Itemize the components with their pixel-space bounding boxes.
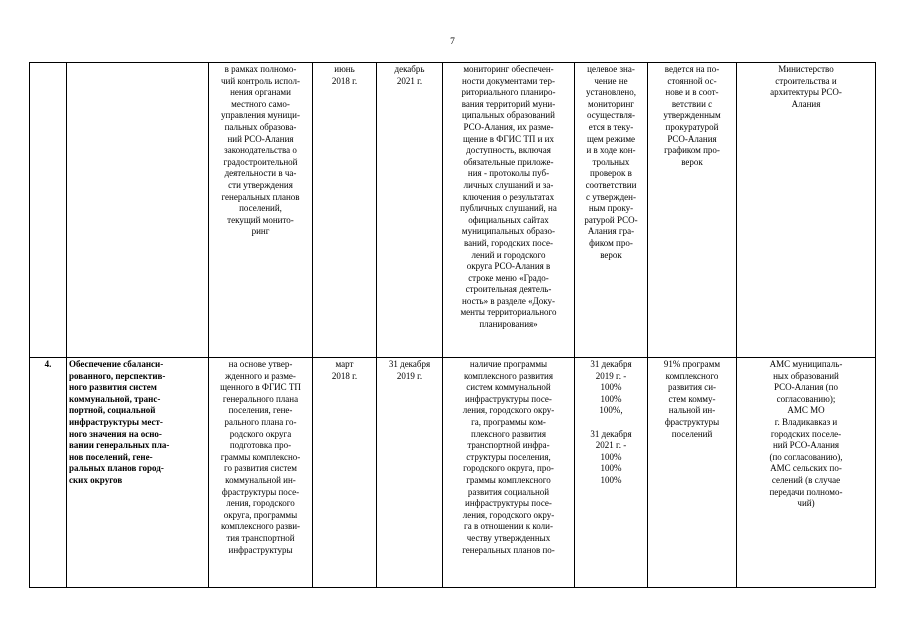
cell-line: текущий монито- xyxy=(227,214,294,225)
cell-line: инфраструктуры мест- xyxy=(69,416,163,427)
cell-line: на основе утвер- xyxy=(228,359,293,369)
cell-line: целевое зна- xyxy=(587,64,635,74)
cell-line: городских поселе- xyxy=(770,428,842,439)
cell-line: согласованию); xyxy=(776,393,836,404)
cell-line: щение в ФГИС ТП и их xyxy=(463,133,554,144)
cell-line: поселений xyxy=(671,428,713,439)
cell-line: комплексного xyxy=(665,370,719,381)
cell-line: 2021 г. - xyxy=(595,440,627,451)
cell-line: 100% xyxy=(600,393,622,404)
cell-task xyxy=(67,358,209,588)
cell-line: РСО-Алания xyxy=(667,133,717,144)
cell-line: ний РСО-Алания xyxy=(227,133,294,144)
cell-line: 2018 г. xyxy=(331,75,358,86)
cell-line: плексного развития xyxy=(471,428,546,439)
cell-line: портной, социальной xyxy=(69,405,156,416)
cell-line: коммунальной, транс- xyxy=(69,393,161,404)
cell-line: нения органами xyxy=(230,87,291,98)
cell-line: г. Владикавказ и xyxy=(774,416,838,427)
cell-line: вания территорий муни- xyxy=(461,98,556,109)
cell-line: осуществля- xyxy=(587,110,635,121)
cell-line: генеральных планов по- xyxy=(462,544,555,555)
cell-line: инфраструктуры xyxy=(228,544,293,555)
cell-line: сти утверждения xyxy=(228,179,293,190)
cell-line: проверок в xyxy=(590,168,632,179)
cell-line: генеральных планов xyxy=(221,191,300,202)
cell-line: селений (в случае xyxy=(771,474,841,485)
cell-line: честву утвержденных xyxy=(466,532,551,543)
cell-line: чение не xyxy=(594,75,628,86)
cell-line: 100%, xyxy=(599,405,623,416)
cell-line: РСО-Алания (по xyxy=(774,382,838,393)
cell-line: 100% xyxy=(600,463,622,474)
cell-line: ного развития систем xyxy=(69,382,157,393)
cell-end-date xyxy=(377,358,443,588)
cell-line: тия транспортной xyxy=(226,532,295,543)
cell-line: риториального планиро- xyxy=(461,87,556,98)
cell-line: мониторинг обеспечен- xyxy=(463,64,554,74)
cell-line: соответствии xyxy=(585,179,637,190)
cell-line: ется в теку- xyxy=(588,121,634,132)
cell-result xyxy=(443,358,575,588)
cell-line: (по согласованию), xyxy=(769,451,843,462)
cell-line: городского округа, про- xyxy=(463,463,554,474)
cell-line: ных образований xyxy=(773,370,839,381)
cell-line: ний РСО-Алания xyxy=(772,440,840,451)
cell-line: передачи полномо- xyxy=(769,486,843,497)
cell-line: родского округа xyxy=(229,428,292,439)
cell-line: стем комму- xyxy=(668,393,716,404)
cell-line: лений и городского xyxy=(471,249,546,260)
cell-line: муниципальных образо- xyxy=(461,226,556,237)
cell-line: трольных xyxy=(592,156,630,167)
table-row xyxy=(30,63,876,358)
cell-line: мониторинг xyxy=(588,98,634,109)
cell-line: га в отношении к коли- xyxy=(464,521,553,532)
cell-line: коммунальной ин- xyxy=(225,474,296,485)
cell-line: стоянной ос- xyxy=(667,75,717,86)
cell-line: фраструктуры посе- xyxy=(221,486,300,497)
cell-number xyxy=(30,63,67,358)
cell-line: ления, городского окру- xyxy=(462,509,555,520)
cell-line: пальных образова- xyxy=(224,121,297,132)
cell-line: 2019 г. xyxy=(396,370,423,381)
cell-line: ния - протоколы пуб- xyxy=(467,168,550,179)
cell-line: 100% xyxy=(600,451,622,462)
cell-line: июнь xyxy=(334,64,355,74)
cell-line: ности документами тер- xyxy=(462,75,555,86)
table-row xyxy=(30,358,876,588)
cell-line: местного само- xyxy=(231,98,290,109)
cell-line: нальной ин- xyxy=(668,405,716,416)
cell-line: фиком про- xyxy=(589,237,633,248)
cell-line: публичных слушаний, на xyxy=(460,203,557,214)
cell-line: округа РСО-Алания в xyxy=(466,261,551,272)
cell-line: менты территориального xyxy=(460,307,557,318)
cell-line: ратурой РСО- xyxy=(584,214,638,225)
cell-line: 2019 г. - xyxy=(595,370,627,381)
cell-line: наличие программы xyxy=(469,359,548,369)
cell-line: обязательные приложе- xyxy=(463,156,554,167)
cell-end-date xyxy=(377,63,443,358)
cell-line: планирования» xyxy=(479,319,538,330)
cell-target xyxy=(575,358,648,588)
cell-number xyxy=(30,358,67,588)
cell-line: щем режиме xyxy=(586,133,636,144)
cell-line: щенного в ФГИС ТП xyxy=(220,382,301,393)
cell-responsible xyxy=(737,63,876,358)
cell-line: систем коммунальной xyxy=(466,382,551,393)
cell-line: генерального плана xyxy=(222,393,299,404)
cell-line: Алания гра- xyxy=(587,226,635,237)
cell-line: законодательства о xyxy=(224,145,297,156)
cell-line: го развития систем xyxy=(224,463,297,474)
cell-line: чий) xyxy=(797,498,815,509)
cell-action xyxy=(209,358,313,588)
cell-line: га, программы ком- xyxy=(471,416,546,427)
cell-task xyxy=(67,63,209,358)
cell-line: прокуратурой xyxy=(665,121,719,132)
cell-line: градостроительной xyxy=(223,156,298,167)
cell-line: округа, программы xyxy=(223,509,298,520)
cell-line: чий контроль испол- xyxy=(221,75,300,86)
cell-line: рованного, перспектив- xyxy=(69,370,166,381)
cell-line: АМС сельских по- xyxy=(770,463,842,474)
cell-line: доступность, включая xyxy=(466,145,551,156)
cell-line: жденного и разме- xyxy=(225,370,296,381)
cell-line: Алания xyxy=(791,98,821,109)
cell-line: 2021 г. xyxy=(396,75,423,86)
cell-result xyxy=(443,63,575,358)
cell-line: 31 декабря xyxy=(590,359,632,369)
cell-line: деятельности в ча- xyxy=(224,168,297,179)
cell-line: 2018 г. xyxy=(331,370,358,381)
cell-line: развития си- xyxy=(667,382,717,393)
cell-line: развития социальной xyxy=(467,486,550,497)
cell-line: ления, городского xyxy=(226,498,295,509)
cell-line: АМС муниципаль- xyxy=(769,359,843,369)
cell-line: комплексного развития xyxy=(464,370,553,381)
cell-line: верок xyxy=(681,156,703,167)
cell-target xyxy=(575,63,648,358)
cell-line: ным проку- xyxy=(588,203,634,214)
cell-line: с утвержден- xyxy=(586,191,636,202)
cell-line: поселения, гене- xyxy=(228,405,293,416)
cell-line: в рамках полномо- xyxy=(224,64,297,74)
cell-line: вании генеральных пла- xyxy=(69,440,170,451)
measures-table xyxy=(29,62,876,588)
cell-line: ления, городского окру- xyxy=(462,405,555,416)
cell-line: строительства и xyxy=(775,75,837,86)
cell-line: Обеспечение сбаланси- xyxy=(69,359,164,369)
cell-line: комплексного разви- xyxy=(220,521,301,532)
cell-line: структуры поселения, xyxy=(466,451,551,462)
cell-line: ного значения на осно- xyxy=(69,428,162,439)
cell-line: ваний, городских посе- xyxy=(464,237,553,248)
cell-line: поселений, xyxy=(239,203,282,214)
cell-line: АМС МО xyxy=(787,405,825,416)
cell-line: строке меню «Градо- xyxy=(468,272,549,283)
cell-start-date xyxy=(313,63,377,358)
cell-line: подготовка про- xyxy=(229,440,292,451)
cell-line: ность» в разделе «Доку- xyxy=(462,295,555,306)
cell-line: официальных сайтах xyxy=(468,214,549,225)
cell-line: ральных планов город- xyxy=(69,463,164,474)
cell-action xyxy=(209,63,313,358)
cell-progress xyxy=(648,63,737,358)
cell-line: март xyxy=(335,359,354,369)
cell-line: 91% программ xyxy=(663,359,721,369)
cell-line: фраструктуры xyxy=(664,416,720,427)
cell-line: инфраструктуры посе- xyxy=(465,498,552,509)
cell-line: рального плана го- xyxy=(224,416,297,427)
cell-line: ринг xyxy=(251,226,270,237)
cell-progress xyxy=(648,358,737,588)
cell-responsible xyxy=(737,358,876,588)
cell-line: инфраструктуры посе- xyxy=(465,393,552,404)
cell-line: Министерство xyxy=(778,64,834,74)
cell-line: управления муници- xyxy=(221,110,300,121)
cell-line: утвержденным xyxy=(663,110,721,121)
cell-line: 100% xyxy=(600,474,622,485)
cell-line: граммы комплексного xyxy=(466,474,551,485)
cell-line: транспортной инфра- xyxy=(467,440,550,451)
cell-line: установлено, xyxy=(585,87,637,98)
cell-line: РСО-Алания, их разме- xyxy=(463,121,554,132)
cell-line: декабрь xyxy=(394,64,425,74)
cell-line: нов поселений, гене- xyxy=(69,451,153,462)
page-number: 7 xyxy=(450,37,455,47)
cell-line: 4. xyxy=(44,359,52,369)
cell-line: 100% xyxy=(600,382,622,393)
cell-line: графиком про- xyxy=(664,145,720,156)
cell-line: 31 декабря xyxy=(388,359,431,369)
cell-line: ключения о результатах xyxy=(462,191,555,202)
cell-line: граммы комплексно- xyxy=(220,451,301,462)
cell-line: и в ходе кон- xyxy=(586,145,636,156)
cell-line: ципальных образований xyxy=(462,110,555,121)
cell-line: ведется на по- xyxy=(664,64,720,74)
cell-line: личных слушаний и за- xyxy=(463,179,554,190)
cell-line: верок xyxy=(600,249,622,260)
cell-line xyxy=(577,417,645,429)
cell-line: ветствии с xyxy=(671,98,713,109)
cell-line: строительная деятель- xyxy=(465,284,552,295)
cell-start-date xyxy=(313,358,377,588)
cell-line: нове и в соот- xyxy=(665,87,719,98)
cell-line: ских округов xyxy=(69,474,123,485)
cell-line: 31 декабря xyxy=(590,428,632,439)
cell-line: архитектуры РСО- xyxy=(770,87,842,98)
